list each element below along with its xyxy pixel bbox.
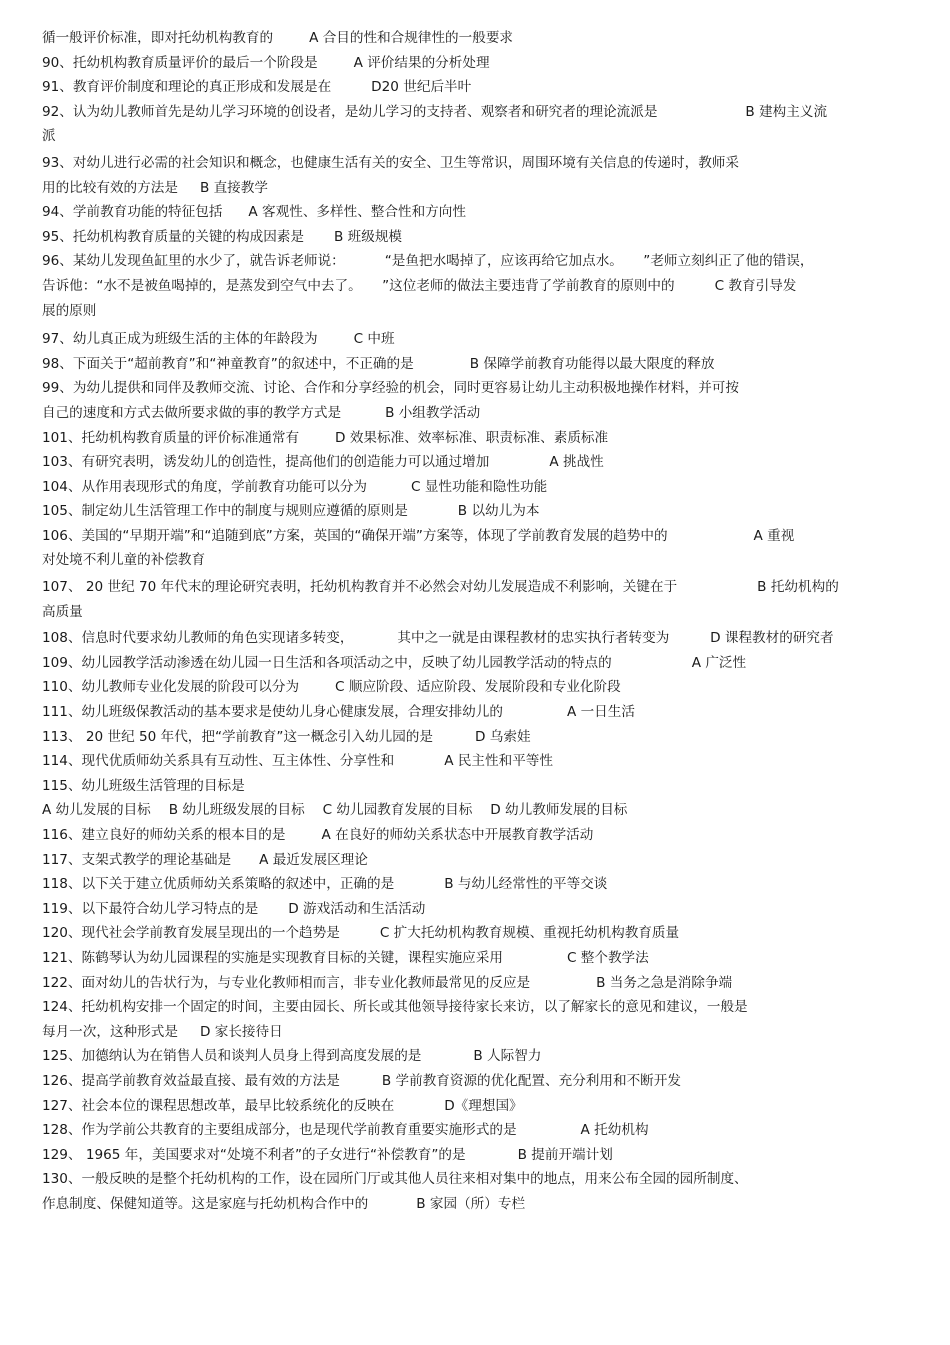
text-line (42, 1020, 904, 1045)
question-text: 127、社会本位的课程思想改革，最早比较系统化的反映在 (42, 1097, 395, 1114)
answer-text: B 保障学前教育功能得以最大限度的释放 (469, 355, 715, 372)
text-line (42, 401, 904, 426)
question-text: 99、为幼儿提供和同伴及教师交流、讨论、合作和分享经验的机会，同时更容易让幼儿主动积极地操作材料，并可按 (42, 380, 739, 397)
question-text: 109、幼儿园教学活动渗透在幼儿园一日生活和各项活动之中，反映了幼儿园教学活动的特点的 (42, 654, 612, 671)
question-text: 95、托幼机构教育质量的关键的构成因素是 (42, 228, 304, 245)
text-line (42, 274, 904, 299)
answer-text: C 扩大托幼机构教育规模、重视托幼机构教育质量 (379, 925, 680, 942)
answer-text: A 一日生活 (566, 704, 635, 721)
answer-text: B 托幼机构的 (757, 579, 839, 596)
text-line (42, 774, 904, 799)
text-line (42, 1143, 904, 1168)
text-line (42, 725, 904, 750)
answer-text: C 显性功能和隐性功能 (411, 478, 548, 495)
text-line (42, 1118, 904, 1143)
text-line (42, 1167, 904, 1192)
answer-text: A 广泛性 (691, 654, 747, 671)
text-line (42, 51, 904, 76)
question-text: 92、认为幼儿教师首先是幼儿学习环境的创设者，是幼儿学习的支持者、观察者和研究者的理论流派是 (42, 103, 658, 120)
text-line (42, 798, 904, 823)
text-line (42, 376, 904, 401)
text-line (42, 921, 904, 946)
answer-text: D《理想国》 (444, 1097, 523, 1114)
question-text: A 幼儿发展的目标 B 幼儿班级发展的目标 C 幼儿园教育发展的目标 D 幼儿教师发展的目标 (42, 802, 628, 819)
answer-text: B 以幼儿为本 (457, 503, 540, 520)
answer-text: A 最近发展区理论 (259, 851, 368, 868)
text-line (42, 626, 904, 651)
text-line (42, 124, 904, 149)
question-text: 108、信息时代要求幼儿教师的角色实现诸多转变， (42, 630, 354, 647)
text-line (42, 225, 904, 250)
question-text: 每月一次，这种形式是 (42, 1023, 178, 1040)
text-line (42, 600, 904, 625)
text-line (42, 872, 904, 897)
question-text: 113、 20 世纪 50 年代，把“学前教育”这一概念引入幼儿园的是 (42, 728, 433, 745)
answer-text: B 人际智力 (473, 1048, 542, 1065)
text-line (42, 426, 904, 451)
question-text: 128、作为学前公共教育的主要组成部分，也是现代学前教育重要实施形式的是 (42, 1122, 517, 1139)
answer-text: 其中之一就是由课程教材的忠实执行者转变为 D 课程教材的研究者 (397, 630, 834, 647)
answer-text: B 小组教学活动 (385, 404, 481, 421)
answer-text: A 合目的性和合规律性的一般要求 (309, 30, 514, 46)
answer-text: A 评价结果的分析处理 (353, 54, 490, 71)
text-line (42, 100, 904, 125)
text-line (42, 475, 904, 500)
question-text: 98、下面关于“超前教育”和“神童教育”的叙述中，不正确的是 (42, 355, 414, 372)
answer-text: D 效果标准、效率标准、职责标准、素质标准 (335, 429, 609, 446)
question-text: 105、制定幼儿生活管理工作中的制度与规则应遵循的原则是 (42, 503, 408, 520)
text-line (42, 75, 904, 100)
question-text: 用的比较有效的方法是 (42, 179, 178, 196)
text-line (42, 499, 904, 524)
question-text: 93、对幼儿进行必需的社会知识和概念，也健康生活有关的安全、卫生等常识，周围环境有关信息的传递时，教师采 (42, 154, 739, 171)
answer-text: A 重视 (753, 527, 795, 544)
answer-text: “是鱼把水喝掉了，应该再给它加点水。 ”老师立刻纠正了他的错误， (384, 253, 814, 270)
question-text: 94、学前教育功能的特征包括 (42, 204, 223, 221)
text-line (42, 995, 904, 1020)
text-line (42, 352, 904, 377)
answer-text: B 与幼儿经常性的平等交谈 (444, 876, 608, 893)
question-text: 101、托幼机构教育质量的评价标准通常有 (42, 429, 300, 446)
question-text: 作息制度、保健知道等。这是家庭与托幼机构合作中的 (42, 1195, 369, 1212)
question-text: 115、幼儿班级生活管理的目标是 (42, 777, 245, 794)
question-text: 106、美国的“早期开端”和“追随到底”方案，英国的“确保开端”方案等，体现了学前教育发展的趋势中的 (42, 527, 668, 544)
text-line (42, 675, 904, 700)
question-text: 130、一般反映的是整个托幼机构的工作，设在园所门厅或其他人员往来相对集中的地点，用来公布全园的园所制度、 (42, 1171, 748, 1188)
question-text: 90、托幼机构教育质量评价的最后一个阶段是 (42, 54, 318, 71)
question-text: 告诉他：“水不是被鱼喝掉的，是蒸发到空气中去了。 ”这位老师的做法主要违背了学前教育的原则中的 (42, 277, 675, 294)
answer-text: A 民主性和平等性 (444, 753, 553, 770)
text-line (42, 26, 904, 51)
answer-text: A 客观性、多样性、整合性和方向性 (248, 204, 466, 221)
question-text: 120、现代社会学前教育发展呈现出的一个趋势是 (42, 925, 340, 942)
question-text: 121、陈鹤琴认为幼儿园课程的实施是实现教育目标的关键，课程实施应采用 (42, 949, 503, 966)
text-line (42, 971, 904, 996)
text-line (42, 749, 904, 774)
question-text: 114、现代优质师幼关系具有互动性、互主体性、分享性和 (42, 753, 395, 770)
answer-text: D 乌索娃 (474, 728, 531, 745)
question-text: 119、以下最符合幼儿学习特点的是 (42, 900, 259, 917)
text-line (42, 327, 904, 352)
text-line (42, 897, 904, 922)
answer-text: B 家园（所）专栏 (416, 1195, 526, 1212)
answer-text: C 顺应阶段、适应阶段、发展阶段和专业化阶段 (335, 679, 621, 696)
question-text: 自己的速度和方式去做所要求做的事的教学方式是 (42, 404, 342, 421)
question-text: 96、某幼儿发现鱼缸里的水少了，就告诉老师说： (42, 253, 345, 270)
question-text: 97、幼儿真正成为班级生活的主体的年龄段为 (42, 331, 318, 348)
answer-text: B 班级规模 (333, 228, 403, 245)
text-line (42, 151, 904, 176)
question-text: 116、建立良好的师幼关系的根本目的是 (42, 827, 286, 843)
question-text: 124、托幼机构安排一个固定的时间，主要由园长、所长或其他领导接待家长来访，以了解家长的意见和建议，一般是 (42, 999, 748, 1016)
answer-text: B 直接教学 (199, 179, 268, 196)
answer-text: D 家长接待日 (199, 1023, 283, 1040)
answer-text: D20 世纪后半叶 (371, 79, 472, 96)
answer-text: D 游戏活动和生活活动 (288, 900, 426, 917)
text-line (42, 299, 904, 324)
question-text: 107、 20 世纪 70 年代末的理论研究表明，托幼机构教育并不必然会对幼儿发展造成不利影响，关键在于 (42, 579, 678, 596)
answer-text: B 建构主义流 (745, 103, 828, 120)
question-text: 104、从作用表现形式的角度，学前教育功能可以分为 (42, 478, 368, 495)
text-line (42, 1069, 904, 1094)
text-line (42, 249, 904, 274)
text-line (42, 200, 904, 225)
document-body (42, 26, 904, 1217)
answer-text: B 提前开端计划 (517, 1146, 613, 1163)
answer-text: A 在良好的师幼关系状态中开展教育教学活动 (321, 827, 594, 843)
text-line (42, 700, 904, 725)
answer-text: B 学前教育资源的优化配置、充分利用和不断开发 (381, 1072, 681, 1089)
question-text: 126、提高学前教育效益最直接、最有效的方法是 (42, 1072, 340, 1089)
question-text: 117、支架式教学的理论基础是 (42, 851, 232, 868)
question-text: 91、教育评价制度和理论的真正形成和发展是在 (42, 79, 332, 96)
question-text: 118、以下关于建立优质师幼关系策略的叙述中，正确的是 (42, 876, 395, 893)
answer-text: C 教育引导发 (714, 277, 797, 294)
question-text: 122、面对幼儿的告状行为，与专业化教师相而言，非专业化教师最常见的反应是 (42, 974, 531, 991)
text-line (42, 524, 904, 549)
text-line (42, 575, 904, 600)
text-line (42, 548, 904, 573)
question-text: 125、加德纳认为在销售人员和谈判人员身上得到高度发展的是 (42, 1048, 422, 1065)
text-line (42, 823, 904, 848)
question-text: 111、幼儿班级保教活动的基本要求是使幼儿身心健康发展，合理安排幼儿的 (42, 704, 503, 721)
text-line (42, 651, 904, 676)
text-line (42, 1044, 904, 1069)
question-text: 循一般评价标准，即对托幼机构教育的 (42, 30, 274, 46)
answer-text: C 中班 (353, 331, 395, 348)
question-text: 129、 1965 年，美国要求对“处境不利者”的子女进行“补偿教育”的是 (42, 1146, 466, 1163)
question-text: 对处境不利儿童的补偿教育 (42, 552, 206, 569)
question-text: 高质量 (42, 603, 83, 620)
text-line (42, 848, 904, 873)
question-text: 103、有研究表明，诱发幼儿的创造性，提高他们的创造能力可以通过增加 (42, 454, 490, 471)
answer-text: C 整个教学法 (566, 949, 649, 966)
text-line (42, 1094, 904, 1119)
answer-text: A 挑战性 (549, 454, 604, 471)
question-text: 110、幼儿教师专业化发展的阶段可以分为 (42, 679, 300, 696)
question-text: 派 (42, 128, 56, 145)
text-line (42, 1192, 904, 1217)
text-line (42, 450, 904, 475)
answer-text: A 托幼机构 (580, 1122, 649, 1139)
question-text: 展的原则 (42, 302, 97, 319)
answer-text: B 当务之急是消除争端 (596, 974, 733, 991)
text-line (42, 946, 904, 971)
text-line (42, 176, 904, 201)
